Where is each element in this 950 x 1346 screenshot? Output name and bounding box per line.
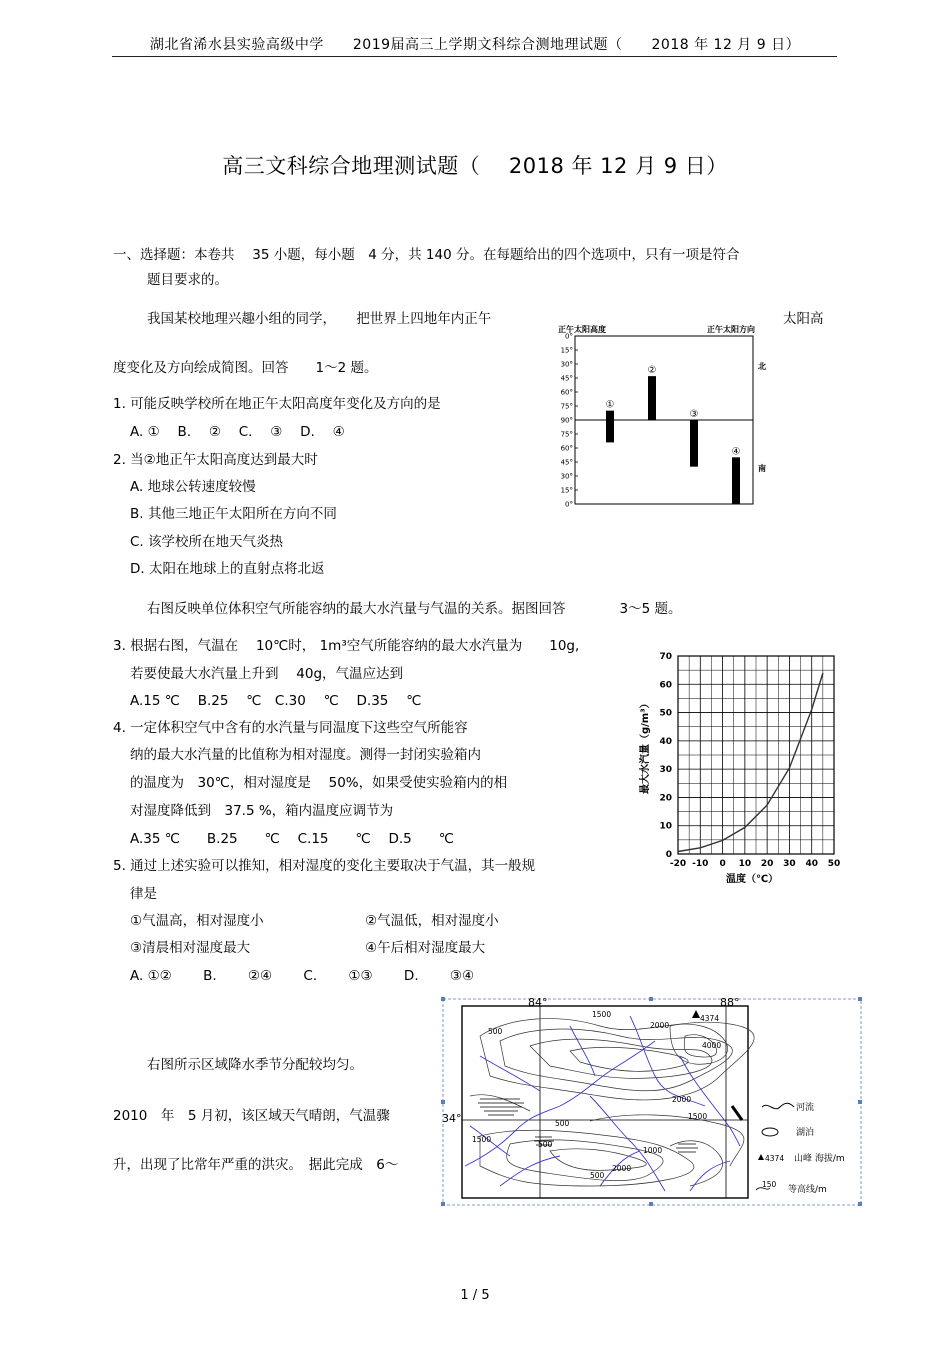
sun-tick-label: 90° (560, 416, 573, 425)
north-label: 北 (758, 362, 766, 371)
water-vapor-svg (636, 644, 846, 889)
intro-q1-2-line1: 我国某校地理兴趣小组的同学， 把世界上四地年内正午 (147, 311, 492, 327)
q1-options: A. ① B. ② C. ③ D. ④ (130, 424, 345, 440)
x-tick-label: -20 (669, 859, 687, 869)
sun-tick-label: 60° (560, 388, 573, 397)
q2-option-b: B. 其他三地正午太阳所在方向不同 (130, 506, 337, 522)
y-tick-label: 10 (659, 821, 672, 832)
page-header: 湖北省浠水县实验高级中学 2019届高三上学期文科综合测地理试题（ 2018 年 12 月 9 日） (149, 37, 801, 53)
q2-stem: 2. 当②地正午太阳高度达到最大时 (113, 452, 318, 468)
x-tick-label: 10 (738, 859, 752, 869)
q3-line1: 3. 根据右图，气温在 10℃时， 1m³空气所能容纳的最大水汽量为 10g, (113, 638, 580, 654)
q2-option-a: A. 地球公转速度较慢 (130, 479, 256, 495)
sun-tick-label: 30° (560, 360, 573, 369)
svg-text:500: 500 (538, 1140, 553, 1149)
legend-peak-symbol (758, 1154, 764, 1160)
q5-line1: 5. 通过上述实验可以推知，相对湿度的变化主要取决于气温，其一般规 (113, 858, 536, 874)
sun-bar-label: ② (647, 365, 657, 377)
sun-bar (690, 420, 698, 467)
lon-label-88: 88° (720, 996, 740, 1009)
header-rule (112, 56, 837, 57)
intro-q1-2-line2: 度变化及方向绘成简图。回答 1～2 题。 (113, 360, 378, 376)
sun-tick-label: 75° (560, 402, 573, 411)
legend-river-label: 河流 (796, 1103, 815, 1113)
sun-tick-label: 30° (560, 472, 573, 481)
svg-text:4374: 4374 (700, 1014, 720, 1023)
svg-text:2000: 2000 (612, 1164, 632, 1173)
sun-tick-label: 45° (560, 458, 573, 467)
x-tick-label: 40 (805, 859, 818, 869)
intro-q6-line2: 2010 年 5 月初，该区域天气晴朗，气温骤 (113, 1108, 390, 1124)
sun-tick-label: 0° (565, 332, 573, 341)
y-tick-label: 0 (665, 850, 672, 860)
y-tick-label: 40 (659, 736, 672, 747)
sun-tick-label: 60° (560, 444, 573, 453)
q4-options: A.35 ℃ B.25 ℃ C.15 ℃ D.5 ℃ (130, 831, 454, 847)
water-vapor-ylabel: 最大水汽量（g/m³） (640, 698, 651, 794)
water-vapor-curve (678, 673, 823, 852)
south-label: 南 (758, 464, 766, 473)
svg-text:1000: 1000 (643, 1146, 663, 1155)
page-number: 1 / 5 (460, 1288, 490, 1303)
q4-line1: 4. 一定体积空气中含有的水汽量与同温度下这些空气所能容 (113, 720, 468, 736)
legend-river-symbol (762, 1103, 794, 1109)
svg-text:1500: 1500 (592, 1010, 612, 1019)
lat-label-34: 34° (442, 1112, 462, 1125)
svg-text:4000: 4000 (702, 1041, 722, 1050)
sun-tick-label: 15° (560, 486, 573, 495)
topo-map-svg (440, 996, 866, 1208)
q2-option-d: D. 太阳在地球上的直射点将北返 (130, 561, 325, 577)
sun-tick-label: 15° (560, 346, 573, 355)
q1-stem: 1. 可能反映学校所在地正午太阳高度年变化及方向的是 (113, 396, 441, 412)
y-tick-label: 70 (659, 652, 672, 662)
legend-contour-value: 150 (762, 1180, 777, 1189)
q5-options: A. ①② B. ②④ C. ①③ D. ③④ (130, 968, 475, 984)
water-vapor-xlabel: 温度（℃） (726, 874, 779, 885)
q5-statement-4: ④午后相对湿度最大 (365, 940, 486, 956)
svg-text:2000: 2000 (672, 1095, 692, 1104)
topographic-map (440, 996, 866, 1212)
sun-bar-label: ④ (731, 446, 741, 458)
section-instructions-line2: 题目要求的。 (147, 272, 228, 288)
lon-label-84: 84° (528, 996, 548, 1009)
x-tick-label: -10 (692, 859, 709, 869)
water-vapor-chart (636, 644, 846, 893)
x-tick-label: 0 (719, 859, 726, 869)
sun-chart-title-right: 正午太阳方向 (707, 325, 755, 334)
q5-statement-1: ①气温高，相对湿度小 (130, 913, 264, 929)
svg-text:1500: 1500 (472, 1135, 492, 1144)
sun-tick-label: 75° (560, 430, 573, 439)
q3-line2: 若要使最大水汽量上升到 40g，气温应达到 (130, 666, 404, 682)
intro-q1-2-line1-end: 太阳高 (783, 311, 824, 327)
sun-bar-label: ③ (689, 409, 699, 420)
svg-text:500: 500 (555, 1119, 570, 1128)
page-title: 高三文科综合地理测试题（ 2018 年 12 月 9 日） (222, 154, 728, 178)
svg-text:2000: 2000 (650, 1021, 670, 1030)
legend-peak-label: 山峰 海拔/m (794, 1154, 845, 1164)
legend-peak-value: 4374 (765, 1154, 785, 1163)
y-tick-label: 60 (659, 680, 672, 691)
q4-line3: 的温度为 30℃，相对湿度是 50%，如果受使实验箱内的相 (130, 775, 508, 791)
sun-bar (648, 376, 656, 420)
sun-tick-label: 45° (560, 374, 573, 383)
sun-bar (732, 457, 740, 504)
x-tick-label: 20 (760, 859, 774, 869)
y-tick-label: 30 (659, 765, 672, 776)
sun-chart-title-left: 正午太阳高度 (558, 325, 606, 334)
sun-altitude-svg (542, 322, 782, 512)
intro-q6-line1: 右图所示区域降水季节分配较均匀。 (147, 1057, 363, 1073)
legend-contour-label: 等高线/m (788, 1185, 827, 1195)
sun-tick-label: 0° (565, 500, 573, 509)
intro-q6-line3: 升，出现了比常年严重的洪灾。 据此完成 6～ (113, 1157, 399, 1173)
q5-line2: 律是 (130, 886, 157, 902)
intro-q3-5: 右图反映单位体积空气所能容纳的最大水汽量与气温的关系。据图回答 3～5 题。 (147, 601, 682, 617)
svg-text:1500: 1500 (688, 1112, 708, 1121)
svg-text:500: 500 (488, 1027, 503, 1036)
sun-altitude-chart (542, 322, 782, 516)
legend-lake-label: 湖泊 (796, 1128, 815, 1138)
q4-line4: 对湿度降低到 37.5 %，箱内温度应调节为 (130, 803, 394, 819)
y-tick-label: 50 (659, 708, 672, 719)
x-tick-label: 30 (783, 859, 796, 869)
q5-statement-3: ③清晨相对湿度最大 (130, 940, 251, 956)
section-instructions-line1: 一、选择题：本卷共 35 小题，每小题 4 分，共 140 分。在每题给出的四个选项中，只有一项是符合 (113, 247, 740, 263)
map-frame (462, 1006, 748, 1198)
q3-options: A.15 ℃ B.25 ℃ C.30 ℃ D.35 ℃ (130, 693, 422, 709)
x-tick-label: 50 (827, 859, 841, 869)
svg-text:500: 500 (590, 1171, 605, 1180)
legend-lake-symbol (762, 1128, 778, 1136)
q2-option-c: C. 该学校所在地天气炎热 (130, 534, 284, 550)
sun-bar-label: ① (605, 399, 615, 411)
sun-bar (606, 411, 614, 443)
q5-statement-2: ②气温低，相对湿度小 (365, 913, 499, 929)
y-tick-label: 20 (659, 793, 672, 804)
q4-line2: 纳的最大水汽量的比值称为相对湿度。测得一封闭实验箱内 (130, 747, 481, 763)
